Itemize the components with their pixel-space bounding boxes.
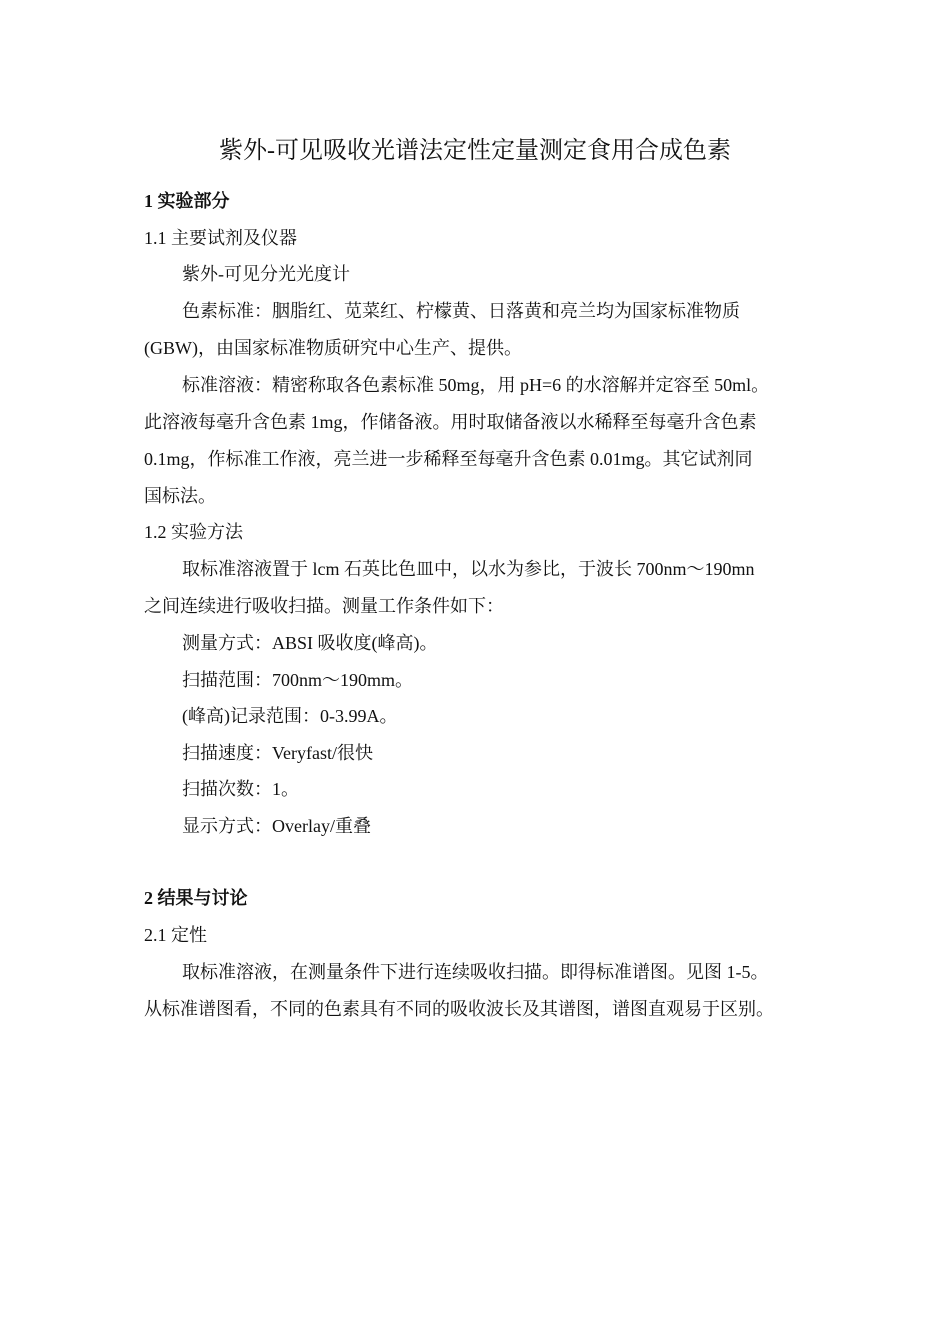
standard-solution-line-4: 国标法。 bbox=[144, 486, 216, 506]
condition-scan-count: 扫描次数：1。 bbox=[182, 779, 299, 799]
standard-solution-line-2: 此溶液每毫升含色素 1mg，作储备液。用时取储备液以水稀释至每毫升含色素 bbox=[144, 412, 757, 432]
pigment-standard-line-1: 色素标准：胭脂红、苋菜红、柠檬黄、日落黄和亮兰均为国家标准物质 bbox=[182, 301, 740, 321]
condition-display-mode: 显示方式：Overlay/重叠 bbox=[182, 816, 371, 836]
condition-record-range: (峰高)记录范围：0-3.99A。 bbox=[182, 706, 398, 726]
section-2-heading: 2 结果与讨论 bbox=[144, 888, 248, 908]
instrument-line: 紫外-可见分光光度计 bbox=[182, 264, 350, 284]
subsection-1-1-heading: 1.1 主要试剂及仪器 bbox=[144, 228, 297, 248]
method-line-1: 取标准溶液置于 lcm 石英比色皿中，以水为参比，于波长 700nm～190mn bbox=[182, 559, 755, 579]
standard-solution-line-1: 标准溶液：精密称取各色素标准 50mg，用 pH=6 的水溶解并定容至 50ml。 bbox=[182, 375, 770, 395]
subsection-1-2-heading: 1.2 实验方法 bbox=[144, 522, 243, 542]
subsection-2-1-heading: 2.1 定性 bbox=[144, 925, 207, 945]
standard-solution-line-3: 0.1mg，作标准工作液，亮兰进一步稀释至每毫升含色素 0.01mg。其它试剂同 bbox=[144, 449, 753, 469]
condition-scan-range: 扫描范围：700nm～190mm。 bbox=[182, 670, 414, 690]
result-line-2: 从标准谱图看，不同的色素具有不同的吸收波长及其谱图，谱图直观易于区别。 bbox=[144, 999, 774, 1019]
section-1-heading: 1 实验部分 bbox=[144, 191, 230, 211]
document-title: 紫外-可见吸收光谱法定性定量测定食用合成色素 bbox=[219, 138, 731, 164]
pigment-standard-line-2: (GBW)，由国家标准物质研究中心生产、提供。 bbox=[144, 338, 522, 358]
result-line-1: 取标准溶液，在测量条件下进行连续吸收扫描。即得标准谱图。见图 1-5。 bbox=[182, 962, 769, 982]
method-line-2: 之间连续进行吸收扫描。测量工作条件如下： bbox=[144, 596, 504, 616]
condition-scan-speed: 扫描速度：Veryfast/很快 bbox=[182, 743, 373, 763]
condition-measure-mode: 测量方式：ABSI 吸收度(峰高)。 bbox=[182, 633, 438, 653]
